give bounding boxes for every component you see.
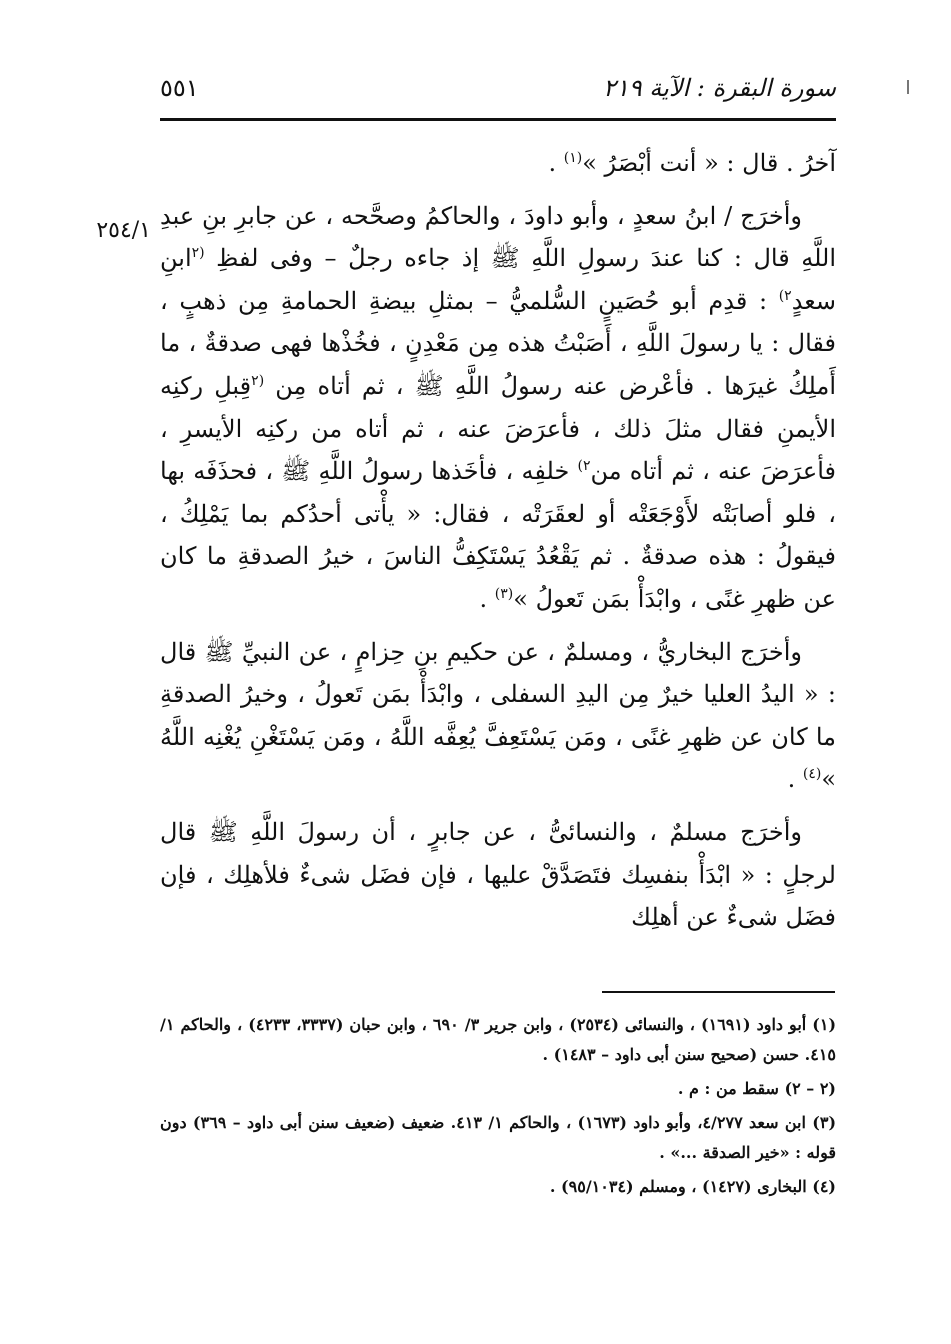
footnote-4: (٤) البخارى (١٤٢٧) ، ومسلم (٩٥/١٠٣٤) . [549,1177,836,1196]
main-text [160,142,836,939]
paragraph-2-text-c: : قدِم أبو حُصَينٍ السُّلميُّ – بمثلِ بيضةِ الحمامةِ مِن ذهبٍ ، فقال : يا رسولَ اللَّهِ ، أَصَبْتُ هذه مِن مَعْدِنٍ ، فخُذْها فهى صدقةٌ ، ما أَملِكُ غيرَها . فأعْرض عنه رسولُ اللَّهِ ﷺ ، ثم أتاه مِن [160,286,836,400]
paragraph-2 [160,195,836,621]
margin-reference: ٢٥٤/١ [96,218,151,243]
running-title: سورة البقرة : الآية ٢١٩ [602,74,836,102]
scan-mark [907,80,909,94]
footnote-3: (٣) ابن سعد ٤/٢٧٧، وأبو داود (١٦٧٣) ، والحاكم ١/ ٤١٣. ضعيف (ضعيف سنن أبى داود – ٣٦٩) دون قوله : «خير الصدقة ...» . [160,1113,837,1162]
paragraph-2-text-b: ابنِ سعدٍ [160,244,836,315]
footnotes [160,1010,836,1202]
header-rule [160,118,836,121]
page-number: ٥٥١ [160,74,199,102]
paragraph-3 [160,631,836,801]
footnote-2: (٢ – ٢) سقط من : م . [677,1079,836,1098]
paragraph-4 [160,811,836,939]
footnote-marker-2-open: (٢ [191,245,205,262]
footnote-marker-2-close: ٢) [778,287,792,304]
footnote-1: (١) أبو داود (١٦٩١) ، والنسائى (٢٥٣٤) ، وابن جرير ٣/ ٦٩٠ ، وابن حبان (٣٣٣٧، ٤٢٣٣) ، والحاكم ١/ ٤١٥. حسن (صحيح سنن أبى داود – ١٤٨٣) . [160,1015,837,1064]
paragraph-2-text-e: خلفِه ، فأخَذها رسولُ اللَّهِ ﷺ ، فحذَفَه بها ، فلو أصابَتْه لأَوْجَعَتْه أو لعقَرَتْه ، فقال: « يأْتى أحدُكم بما يَمْلِكُ ، فيقولُ : هذه صدقةٌ . ثم يَقْعُدُ يَسْتَكِفُّ الناسَ ، خيرُ الصدقةِ ما كان عن ظهرِ غنًى ، وابْدَأْ بمَن تَعولُ » [160,457,836,613]
footnote-separator [602,991,835,993]
paragraph-2-end: . [479,584,495,613]
footnote-marker-1: (١) [563,150,583,166]
footnote-marker-2b-open: (٢ [251,372,265,389]
paragraph-3-end: . [787,765,803,794]
paragraph-2-text-d: قِبلِ ركنِه الأيمنِ فقال مثلَ ذلك ، فأعرَضَ عنه ، ثم أتاه من ركنِه الأيسرِ ، فأعرَضَ عنه ، ثم أتاه من [160,371,836,486]
footnote-marker-2b-close: ٢) [577,458,591,475]
footnote-marker-3: (٣) [494,585,514,602]
paragraph-1 [160,142,836,185]
paragraph-1-text: آخرُ . قال : « أنت أبْصَرُ » [582,149,836,177]
footnote-marker-4: (٤) [802,766,822,783]
paragraph-2-text-a: وأخرَج / ابنُ سعدٍ ، وأبو داودَ ، والحاكمُ وصحَّحه ، عن جابرِ بنِ عبدِ اللَّهِ قال : كنا عندَ رسولِ اللَّهِ ﷺ إذ جاءه رجلٌ – وفى لفظِ [160,201,836,273]
paragraph-1-end: . [548,149,564,177]
paragraph-3-text: وأخرَج البخاريُّ ، ومسلمٌ ، عن حكيمِ بنِ حِزامٍ ، عن النبيِّ ﷺ قال : « اليدُ العليا خيرٌ مِن اليدِ السفلى ، وابْدَأْ بمَن تَعولُ ، وخيرُ الصدقةِ ما كان عن ظهرِ غنًى ، ومَن يَسْتَعِفَّ يُعِفَّه اللَّهُ ، ومَن يَسْتَغْنِ يُغْنِه اللَّهُ » [160,637,836,794]
paragraph-4-text: وأخرَج مسلمٌ ، والنسائىُّ ، عن جابرٍ ، أن رسولَ اللَّهِ ﷺ قال لرجلٍ : « ابْدَأْ بنفسِك فتَصَدَّقْ عليها ، فإن فضَل شىءٌ فلأهلِك ، فإن فضَل شىءٌ عن أهلِك [160,817,836,932]
page-header [160,70,836,110]
